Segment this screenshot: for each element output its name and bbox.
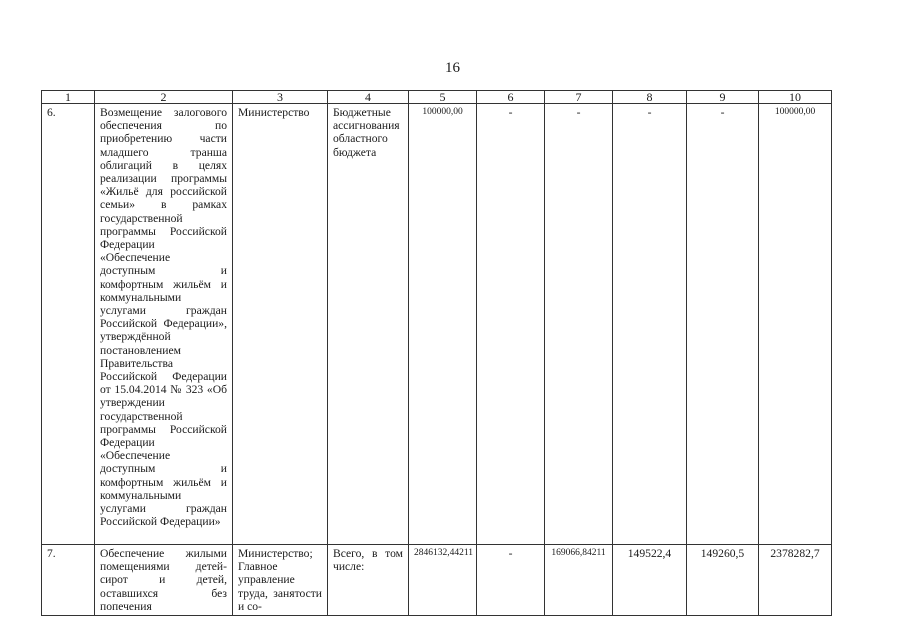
row-number: 7. xyxy=(42,545,95,616)
amount-year-3: 149522,4 xyxy=(613,545,687,616)
amount-year-3: - xyxy=(613,104,687,545)
amount-year-1: - xyxy=(477,104,545,545)
amount-total: 2846132,44211 xyxy=(409,545,477,616)
column-header: 8 xyxy=(613,91,687,104)
funding-source: Бюджетные ассигнования областного бюджета xyxy=(328,104,409,545)
executor-cell: Министерство xyxy=(233,104,328,545)
column-header-row xyxy=(42,91,832,104)
column-header: 5 xyxy=(409,91,477,104)
column-header: 6 xyxy=(477,91,545,104)
column-header: 3 xyxy=(233,91,328,104)
amount-year-5: 2378282,7 xyxy=(759,545,832,616)
amount-year-2: - xyxy=(545,104,613,545)
column-header: 9 xyxy=(687,91,759,104)
budget-table xyxy=(41,90,832,616)
column-header: 10 xyxy=(759,91,832,104)
amount-year-1: - xyxy=(477,545,545,616)
column-header: 1 xyxy=(42,91,95,104)
row-number: 6. xyxy=(42,104,95,545)
funding-source: Всего, в том числе: xyxy=(328,545,409,616)
measure-description: Обеспечение жилыми помещениями детей-сирот и детей, оставшихся без попечения xyxy=(95,545,233,616)
amount-year-4: 149260,5 xyxy=(687,545,759,616)
column-header: 4 xyxy=(328,91,409,104)
column-header: 2 xyxy=(95,91,233,104)
amount-year-2: 169066,84211 xyxy=(545,545,613,616)
measure-description: Возмещение залогового обеспечения по приобретению части младшего транша облигаций в целях реализации программы «Жильё для российской семьи» в рамках государственной программы Российской Федерации «Обеспечение доступным и комфортным жильём и коммунальными услугами граждан Российской Федерации», утверждённой постановлением Правительства Российской Федерации от 15.04.2014 № 323 «Об утверждении государственной программы Российской Федерации «Обеспечение доступным и комфортным жильём и коммунальными услугами граждан Российской Федерации» xyxy=(95,104,233,545)
table-row xyxy=(42,104,832,545)
amount-year-5: 100000,00 xyxy=(759,104,832,545)
executor-cell: Министерство; Главное управление труда, занятости и со- xyxy=(233,545,328,616)
column-header: 7 xyxy=(545,91,613,104)
page-number: 16 xyxy=(445,60,460,76)
amount-total: 100000,00 xyxy=(409,104,477,545)
amount-year-4: - xyxy=(687,104,759,545)
table-row xyxy=(42,545,832,616)
